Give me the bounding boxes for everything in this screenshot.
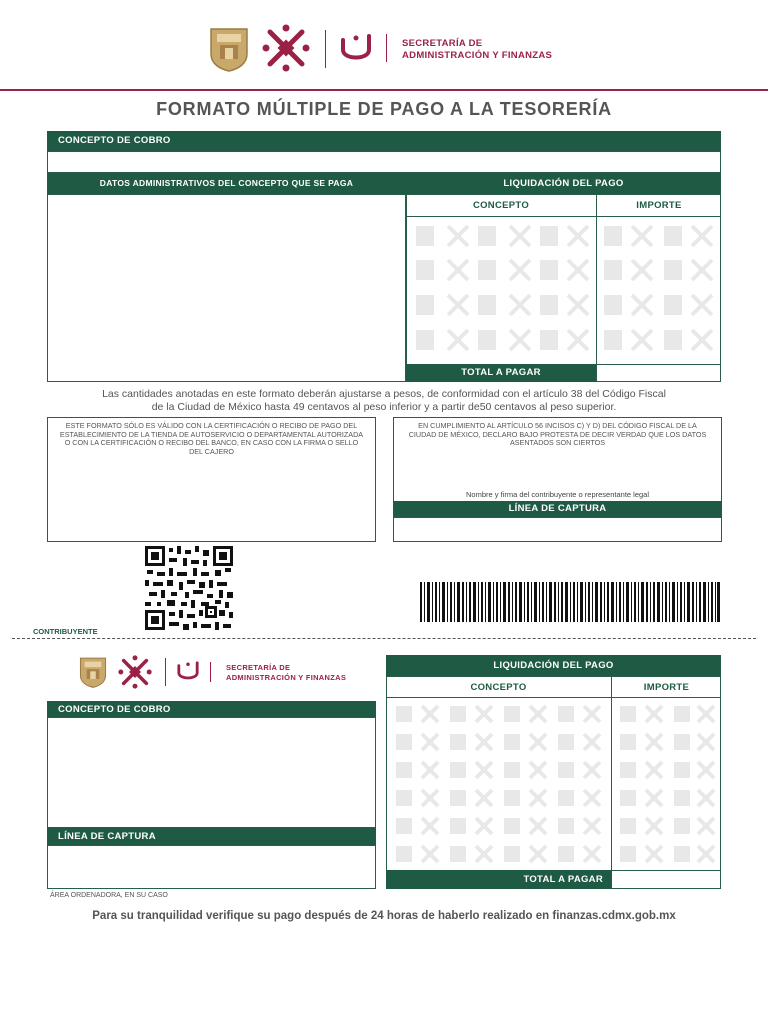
cdmx-emblem-logo [262,24,310,72]
header-divider-2 [386,34,387,62]
validity-text: ESTE FORMATO SÓLO ES VÁLIDO CON LA CERTIFICACIÓN O RECIBO DE PAGO DEL ESTABLECIMIENTO DE LA TIENDA DE AUTOSERVICIO O DEPARTAMENTAL AUTORIZADA O CON LA CERTIFICACIÓN O RECIBO DEL BANCO, EN CASO CON LA FIRMA O SELLO DEL CAJERO [59,421,364,456]
liquidacion-col-rule-bottom [611,676,612,870]
barcode [420,582,720,622]
secretaria-label: SECRETARÍA DE ADMINISTRACIÓN Y FINANZAS [402,38,553,61]
protesta-text: EN CUMPLIMIENTO AL ARTÍCULO 56 INCISOS C) Y D) DEL CÓDIGO FISCAL DE LA CIUDAD DE MÉXICO, DECLARO BAJO PROTESTA DE DECIR VERDAD QUE LOS DATOS ASENTADOS SON CIERTOS [408,421,707,448]
cdmx-shield-logo [208,26,250,72]
liquidacion-head-rule [406,216,721,217]
page-title: FORMATO MÚLTIPLE DE PAGO A LA TESORERÍA [156,99,612,119]
contribuyente-label: CONTRIBUYENTE [33,627,98,636]
footer-note: Para su tranquilidad verifique su pago después de 24 horas de haberlo realizado en finanzas.cdmx.gob.mx [92,910,676,922]
header-divider-small [165,658,166,686]
total-pagar-label-bottom: TOTAL A PAGAR [386,870,611,889]
header-rule [0,89,768,91]
total-pagar-field[interactable] [596,364,721,382]
linea-captura-header: LÍNEA DE CAPTURA [393,501,722,517]
cdmx-u-logo [338,32,374,66]
linea-captura-header-bottom: LÍNEA DE CAPTURA [47,828,376,845]
liquidacion-col-rule [596,194,597,364]
concepto-cobro-field[interactable] [47,151,721,173]
total-pagar-label: TOTAL A PAGAR [406,364,596,382]
watermark-pattern-importe-bottom [616,702,718,866]
protesta-box [393,417,722,542]
cdmx-u-logo-small [175,660,201,684]
concepto-cobro-header: CONCEPTO DE COBRO [47,131,721,151]
qr-code [145,546,233,630]
concepto-cobro-field-bottom[interactable] [47,717,376,828]
concepto-cobro-header-bottom: CONCEPTO DE COBRO [47,701,376,717]
header-divider [325,30,326,68]
datos-admin-header: DATOS ADMINISTRATIVOS DEL CONCEPTO QUE SE PAGA [47,173,406,194]
liquidacion-header-bottom: LIQUIDACIÓN DEL PAGO [386,655,721,676]
cut-line [12,638,756,639]
header-divider-small-2 [210,662,211,682]
linea-captura-rule [394,517,721,518]
watermark-pattern-concepto [410,220,590,360]
validity-box [47,417,376,542]
linea-captura-field-bottom[interactable] [47,845,376,889]
liquidacion-header: LIQUIDACIÓN DEL PAGO [406,173,721,194]
watermark-pattern-importe [600,220,718,360]
liquidacion-head-rule-bottom [386,697,721,698]
concepto-col-header: CONCEPTO [472,200,530,211]
total-pagar-field-bottom[interactable] [611,870,721,889]
importe-col-header-bottom: IMPORTE [643,682,690,693]
concepto-col-header-bottom: CONCEPTO [470,682,527,693]
rounding-note: Las cantidades anotadas en este formato deberán ajustarse a pesos, de conformidad con el artículo 38 del Código Fiscal de la Ciudad de México hasta 49 centavos al peso inferior y a partir de50 centavos al peso superior. [102,388,666,413]
cdmx-shield-logo-small [78,656,108,688]
cdmx-emblem-logo-small [118,655,152,689]
area-ordenadora-label: ÁREA ORDENADORA, EN SU CASO [50,892,168,899]
secretaria-label-small: SECRETARÍA DE ADMINISTRACIÓN Y FINANZAS [226,663,347,682]
firma-label: Nombre y firma del contribuyente o representante legal [465,490,649,499]
importe-col-header: IMPORTE [636,200,682,211]
watermark-pattern-concepto-bottom [392,702,606,866]
datos-admin-field[interactable] [47,194,406,382]
